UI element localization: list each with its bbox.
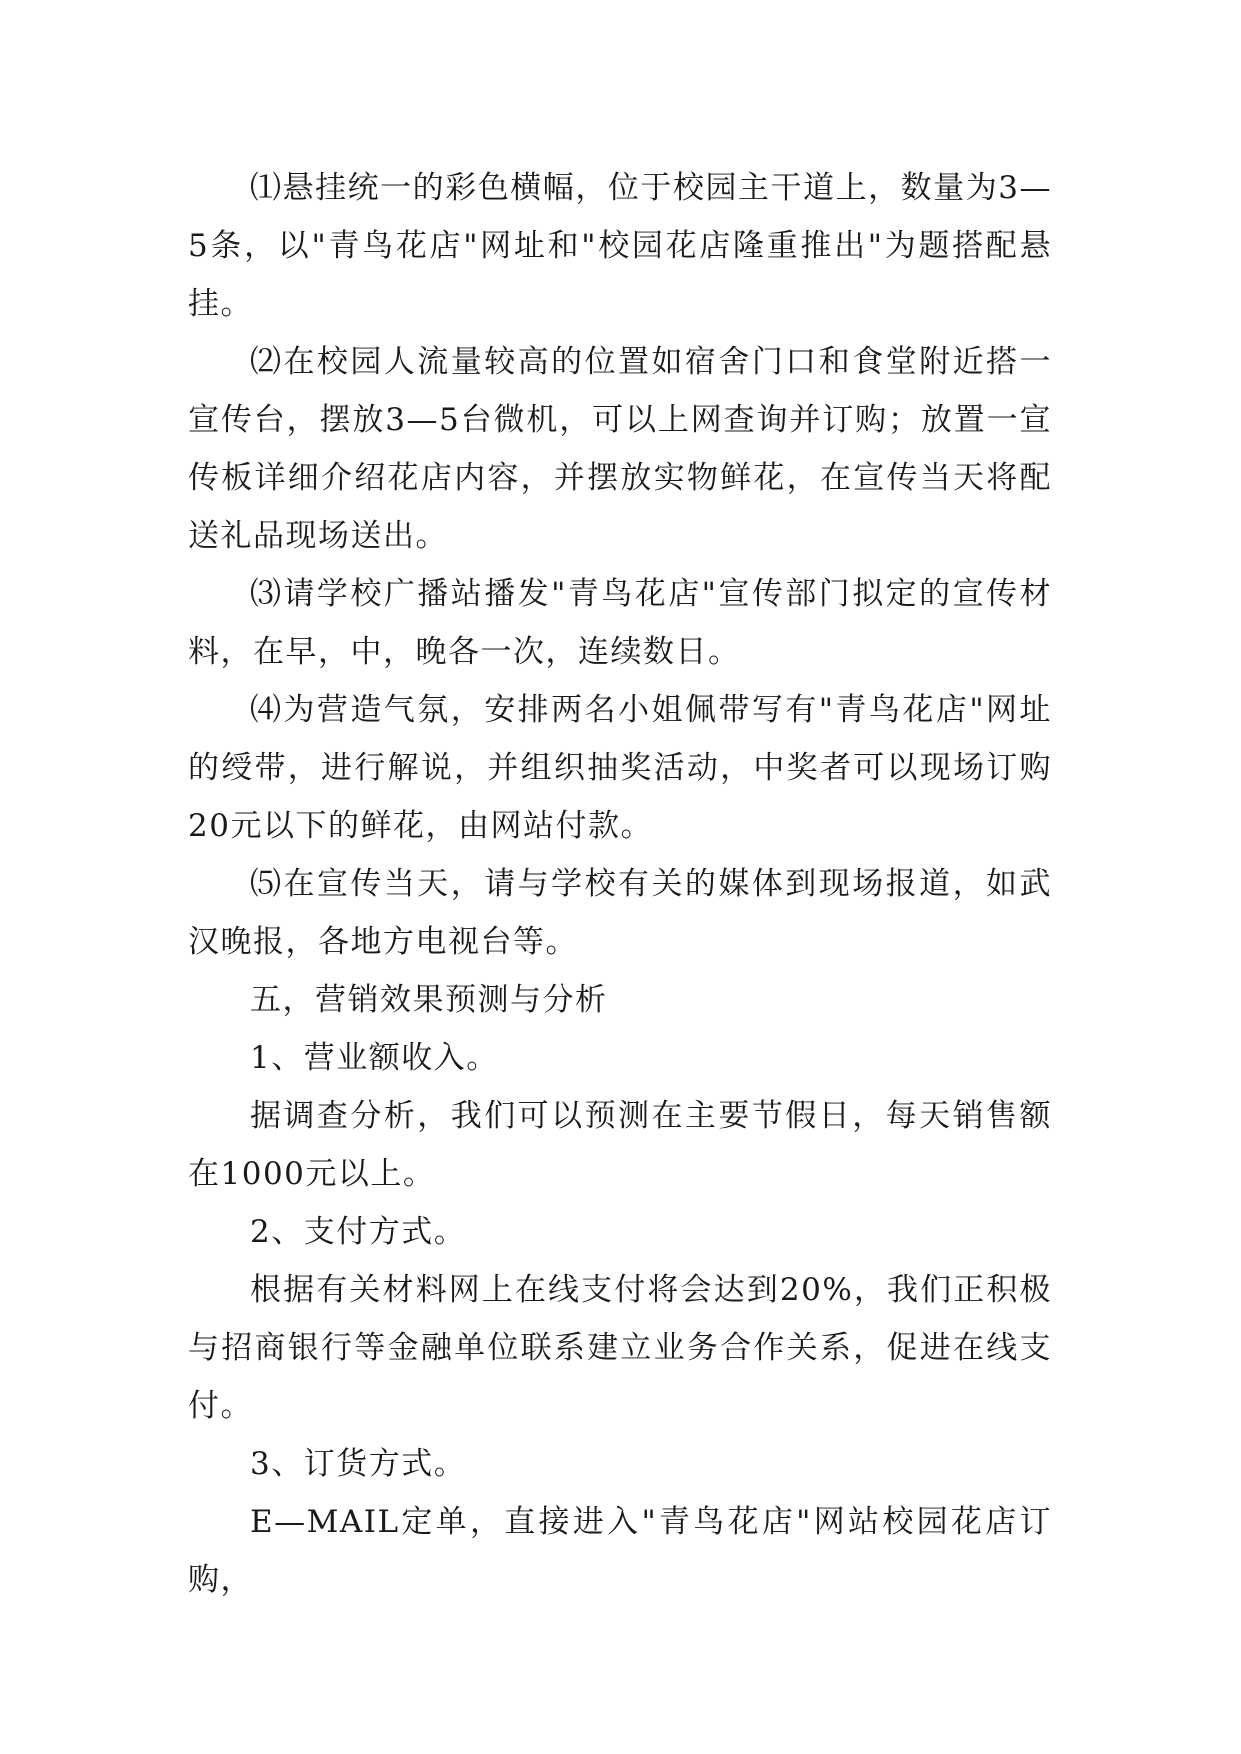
subheading-revenue: 1、营业额收入。 <box>250 1040 499 1076</box>
paragraph-payment: 根据有关材料网上在线支付将会达到20%，我们正积极与招商银行等金融单位联系建立业务合作关系，促进在线支付。 <box>188 1272 1052 1424</box>
subheading-ordering: 3、订货方式。 <box>250 1446 467 1482</box>
paragraph-ordering: E—MAIL定单，直接进入"青鸟花店"网站校园花店订购， <box>188 1504 1052 1598</box>
body-text <box>188 159 1052 1609</box>
paragraph-atmosphere: ⑷为营造气氛，安排两名小姐佩带写有"青鸟花店"网址的绶带，进行解说，并组织抽奖活动，中奖者可以现场订购20元以下的鲜花，由网站付款。 <box>188 692 1052 844</box>
paragraph-media: ⑸在宣传当天，请与学校有关的媒体到现场报道，如武汉晚报，各地方电视台等。 <box>188 866 1052 960</box>
paragraph-promo-booth: ⑵在校园人流量较高的位置如宿舍门口和食堂附近搭一宣传台，摆放3—5台微机，可以上网查询并订购；放置一宣传板详细介绍花店内容，并摆放实物鲜花，在宣传当天将配送礼品现场送出。 <box>188 344 1052 554</box>
paragraph-radio-broadcast: ⑶请学校广播站播发"青鸟花店"宣传部门拟定的宣传材料，在早，中，晚各一次，连续数日。 <box>188 576 1052 670</box>
paragraph-banner: ⑴悬挂统一的彩色横幅，位于校园主干道上，数量为3—5条，以"青鸟花店"网址和"校园花店隆重推出"为题搭配悬挂。 <box>188 170 1052 322</box>
subheading-payment: 2、支付方式。 <box>250 1214 467 1250</box>
paragraph-revenue: 据调查分析，我们可以预测在主要节假日，每天销售额在1000元以上。 <box>188 1098 1052 1192</box>
section-heading-forecast: 五，营销效果预测与分析 <box>250 982 608 1018</box>
